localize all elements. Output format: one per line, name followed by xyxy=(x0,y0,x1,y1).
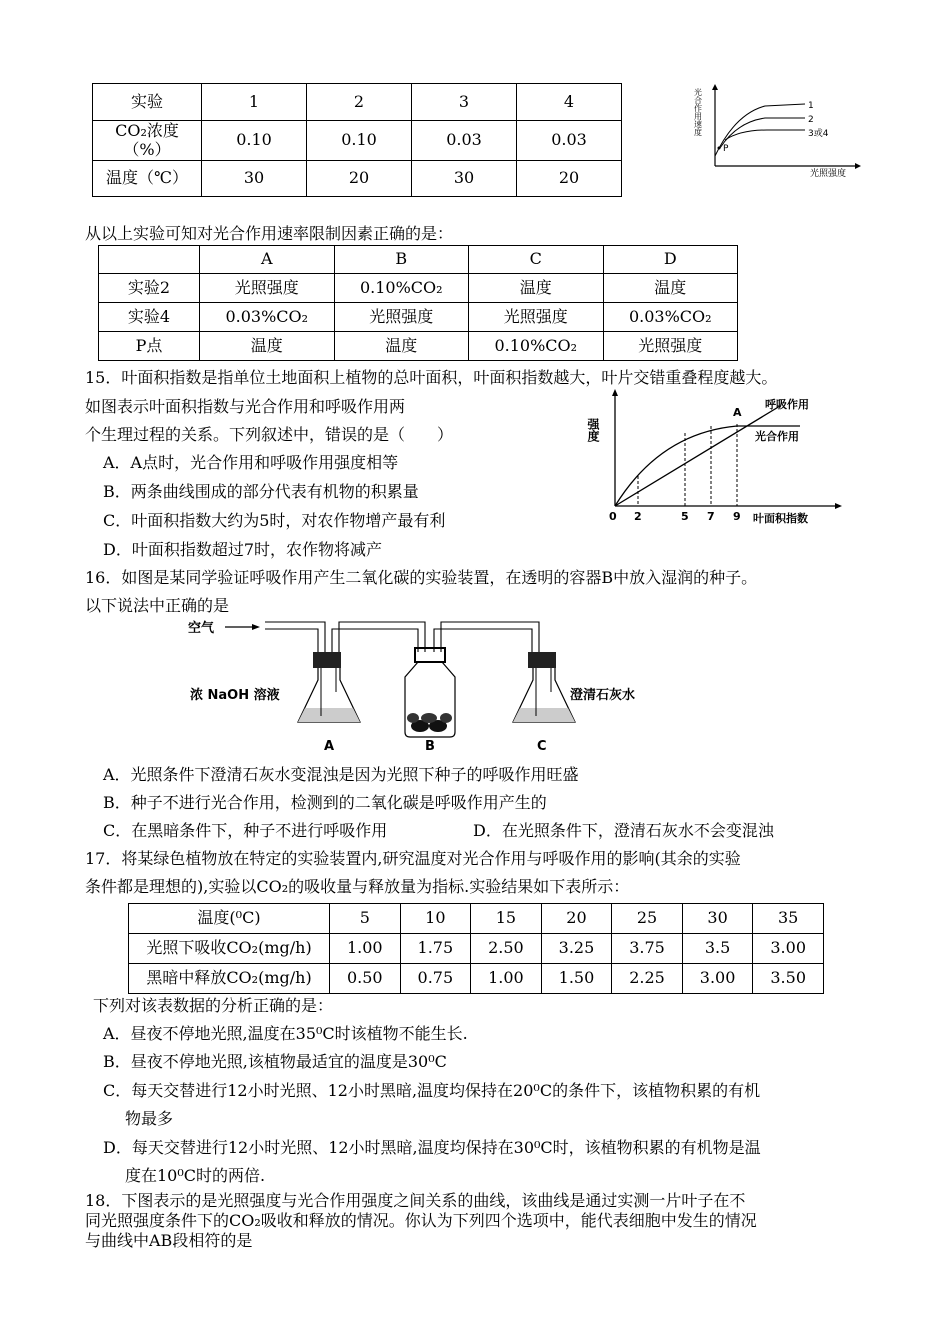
q15-option: B．两条曲线围成的部分代表有机物的积累量 xyxy=(103,482,419,501)
table-cell: 20 xyxy=(517,161,622,197)
flask-label: B xyxy=(425,739,435,754)
q16-line: 以下说法中正确的是 xyxy=(85,596,230,615)
table-cell: 25 xyxy=(612,904,683,934)
table-cell: 0.10 xyxy=(307,121,412,161)
x-axis-label: 光照强度 xyxy=(810,169,847,179)
tick-label: 7 xyxy=(707,510,715,523)
tick-label: 9 xyxy=(733,510,741,523)
q17-option: A．昼夜不停地光照,温度在35⁰C时该植物不能生长. xyxy=(103,1024,468,1043)
table-cell: 3 xyxy=(412,84,517,121)
q17-option: C．每天交替进行12小时光照、12小时黑暗,温度均保持在20⁰C的条件下，该植物积累的有机 xyxy=(103,1081,761,1100)
table-cell: 30 xyxy=(202,161,307,197)
table-cell: 光照强度 xyxy=(603,332,738,361)
table-cell: 1 xyxy=(202,84,307,121)
q15-option: C．叶面积指数大约为5时，对农作物增产最有利 xyxy=(103,511,446,530)
q17-option: 物最多 xyxy=(125,1109,174,1128)
tick-label: 5 xyxy=(681,510,689,523)
apparatus-figure xyxy=(180,612,680,757)
flask-label: C xyxy=(537,739,547,754)
temperature-table xyxy=(128,903,824,994)
table-cell: A xyxy=(200,246,335,274)
table-cell: 实验4 xyxy=(99,303,200,332)
y-axis-label: 强度 xyxy=(586,418,600,442)
table-cell: 0.10%CO₂ xyxy=(469,332,604,361)
table-cell: 2.50 xyxy=(471,934,542,964)
q15-line: 如图表示叶面积指数与光合作用和呼吸作用两 xyxy=(85,397,406,416)
q14-stem: 从以上实验可知对光合作用速率限制因素正确的是： xyxy=(85,224,454,243)
table-cell: 2 xyxy=(307,84,412,121)
table-cell: 温度 xyxy=(200,332,335,361)
table-cell: 温度（℃） xyxy=(93,161,202,197)
table-cell: 3.00 xyxy=(682,964,753,994)
table-cell: 10 xyxy=(400,904,471,934)
q17-prompt: 下列对该表数据的分析正确的是： xyxy=(93,996,334,1015)
naoh-label: 浓 NaOH 溶液 xyxy=(190,688,280,703)
table-cell: B xyxy=(334,246,469,274)
curve-label: 光合作用 xyxy=(755,430,799,443)
table-cell: 黑暗中释放CO₂(mg/h) xyxy=(129,964,330,994)
x-axis-label: 叶面积指数 xyxy=(753,512,808,525)
q16-option: B．种子不进行光合作用，检测到的二氧化碳是呼吸作用产生的 xyxy=(103,793,547,812)
table-cell: 温度(⁰C) xyxy=(129,904,330,934)
tick-label: 0 xyxy=(609,510,617,523)
table-cell: 1.00 xyxy=(471,964,542,994)
leaf-area-index-graph xyxy=(586,388,850,530)
table-cell: 3.50 xyxy=(753,964,824,994)
table-cell: P点 xyxy=(99,332,200,361)
q17-option: D．每天交替进行12小时光照、12小时黑暗,温度均保持在30⁰C时，该植物积累的有机物是温 xyxy=(103,1138,761,1157)
table-cell: 0.75 xyxy=(400,964,471,994)
table-cell: 15 xyxy=(471,904,542,934)
q16-line: 16．如图是某同学验证呼吸作用产生二氧化碳的实验装置，在透明的容器B中放入湿润的种子。 xyxy=(85,568,758,587)
table-cell: 温度 xyxy=(469,274,604,303)
table-cell: 0.50 xyxy=(330,964,401,994)
light-intensity-graph xyxy=(695,78,865,178)
curve-label: 2 xyxy=(808,115,814,125)
table-cell: 3.25 xyxy=(541,934,612,964)
air-label: 空气 xyxy=(188,621,215,636)
curve-label: 呼吸作用 xyxy=(765,398,809,411)
table-cell: 0.03%CO₂ xyxy=(200,303,335,332)
y-axis-label: 光合作用速度 xyxy=(693,88,703,136)
table-cell: 0.03 xyxy=(412,121,517,161)
table-cell: 30 xyxy=(412,161,517,197)
experiment-table xyxy=(92,83,622,197)
table-cell: 0.03%CO₂ xyxy=(603,303,738,332)
table-cell: 4 xyxy=(517,84,622,121)
table-cell xyxy=(99,246,200,274)
table-cell: 3.75 xyxy=(612,934,683,964)
q17-option: 度在10⁰C时的两倍. xyxy=(125,1166,266,1185)
table-cell: 光照强度 xyxy=(469,303,604,332)
table-cell: C xyxy=(469,246,604,274)
point-label: P xyxy=(723,144,729,154)
table-cell: 20 xyxy=(541,904,612,934)
q17-line: 17．将某绿色植物放在特定的实验装置内,研究温度对光合作用与呼吸作用的影响(其余的实验 xyxy=(85,849,741,868)
table-cell: 5 xyxy=(330,904,401,934)
q18-line: 同光照强度条件下的CO₂吸收和释放的情况。你认为下列四个选项中，能代表细胞中发生的情况 xyxy=(85,1211,757,1230)
options-table xyxy=(98,245,738,361)
point-label: A xyxy=(733,406,742,419)
q18-line: 18．下图表示的是光照强度与光合作用强度之间关系的曲线，该曲线是通过实测一片叶子在不 xyxy=(85,1191,746,1210)
table-cell: 温度 xyxy=(603,274,738,303)
curve-label: 3或4 xyxy=(808,129,829,139)
table-cell: 2.25 xyxy=(612,964,683,994)
q15-option: D．叶面积指数超过7时，农作物将减产 xyxy=(103,540,383,559)
table-cell: 温度 xyxy=(334,332,469,361)
curve-label: 1 xyxy=(808,101,814,111)
table-cell: 35 xyxy=(753,904,824,934)
limewater-label: 澄清石灰水 xyxy=(570,688,636,703)
q16-option: D．在光照条件下，澄清石灰水不会变混浊 xyxy=(473,821,774,840)
q17-option: B．昼夜不停地光照,该植物最适宜的温度是30⁰C xyxy=(103,1052,447,1071)
q15-option: A．A点时，光合作用和呼吸作用强度相等 xyxy=(103,453,399,472)
table-cell: 1.50 xyxy=(541,964,612,994)
q18-line: 与曲线中AB段相符的是 xyxy=(85,1231,253,1250)
table-cell: 3.00 xyxy=(753,934,824,964)
table-cell: 光照强度 xyxy=(200,274,335,303)
table-cell: 实验 xyxy=(93,84,202,121)
table-cell: 0.10%CO₂ xyxy=(334,274,469,303)
table-cell: 20 xyxy=(307,161,412,197)
flask-label: A xyxy=(324,739,335,754)
table-cell: D xyxy=(603,246,738,274)
table-cell: 实验2 xyxy=(99,274,200,303)
table-cell: 光照强度 xyxy=(334,303,469,332)
table-cell: 3.5 xyxy=(682,934,753,964)
table-cell: 光照下吸收CO₂(mg/h) xyxy=(129,934,330,964)
q15-line: 个生理过程的关系。下列叙述中，错误的是（ ） xyxy=(85,425,454,444)
table-cell: 30 xyxy=(682,904,753,934)
q16-option: C．在黑暗条件下，种子不进行呼吸作用 xyxy=(103,821,388,840)
table-cell: 0.03 xyxy=(517,121,622,161)
table-cell: 1.75 xyxy=(400,934,471,964)
tick-label: 2 xyxy=(634,510,642,523)
q16-option: A．光照条件下澄清石灰水变混浊是因为光照下种子的呼吸作用旺盛 xyxy=(103,765,579,784)
table-cell: 0.10 xyxy=(202,121,307,161)
table-cell: 1.00 xyxy=(330,934,401,964)
q17-line: 条件都是理想的),实验以CO₂的吸收量与释放量为指标.实验结果如下表所示： xyxy=(85,877,630,896)
table-cell: CO₂浓度（%） xyxy=(93,121,202,161)
q15-line: 15．叶面积指数是指单位土地面积上植物的总叶面积，叶面积指数越大，叶片交错重叠程度越大。 xyxy=(85,368,778,387)
